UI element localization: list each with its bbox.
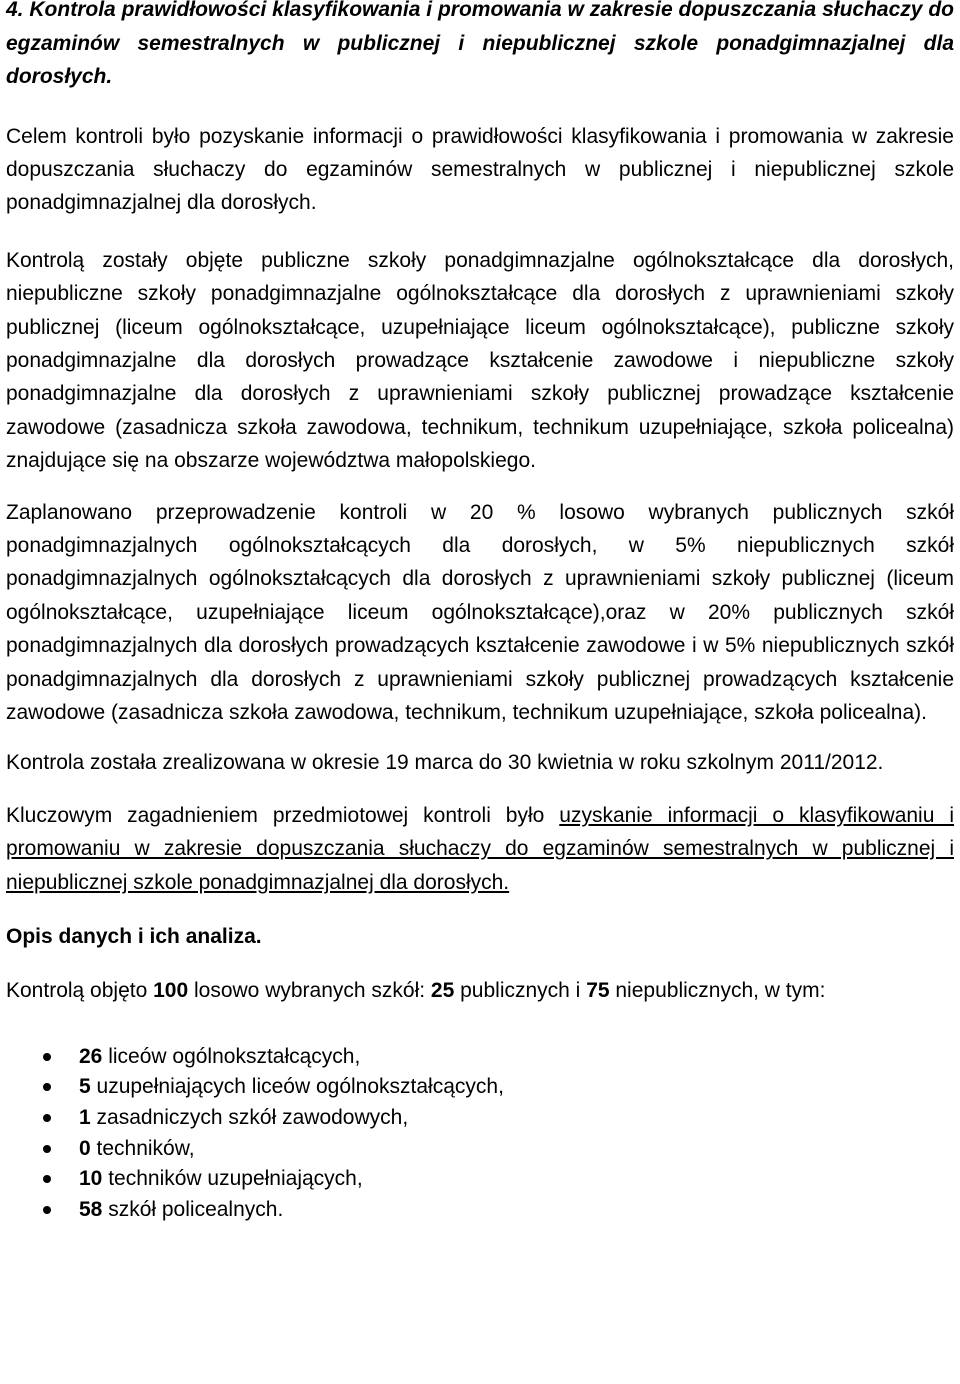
- key-issue-underlined: uzyskanie informacji o klasyfikowaniu i promowaniu w zakresie dopuszczania słuchaczy do egzaminów semestralnych w publicznej i niepublicznej szkole ponadgimnazjalnej dla dorosłych.: [6, 803, 955, 894]
- item-count: 10: [79, 1167, 103, 1191]
- list-item: [6, 1195, 954, 1226]
- summary-total: 100: [153, 979, 189, 1003]
- list-item: [6, 1042, 954, 1073]
- bullet-icon: [43, 1114, 51, 1122]
- list-item: [6, 1103, 954, 1134]
- heading-text: Kontrola prawidłowości klasyfikowania i promowania w zakresie dopuszczania słuchaczy do egzaminów semestralnych w publicznej i niepublicznej szkole ponadgimnazjalnej dla dorosłych.: [6, 0, 954, 88]
- bullet-icon: [43, 1206, 51, 1214]
- heading-number: 4.: [6, 0, 24, 21]
- summary-text-3: publicznych i: [454, 979, 587, 1003]
- summary-text-4: niepublicznych, w tym:: [609, 979, 826, 1003]
- paragraph-period: Kontrola została zrealizowana w okresie 19 marca do 30 kwietnia w roku szkolnym 2011/2012.: [6, 751, 884, 775]
- paragraph-plan: Zaplanowano przeprowadzenie kontroli w 20 % losowo wybranych publicznych szkół ponadgimnazjalnych ogólnokształcących dla dorosłych, w 5% niepublicznych szkół ponadgimnazjalnych ogólnokształcących dla dorosłych z uprawnieniami szkoły publicznej (liceum ogólnokształcące, uzupełniające liceum ogólnokształcące),oraz w 20% publicznych szkół ponadgimnazjalnych dla dorosłych prowadzących kształcenie zawodowe i w 5% niepublicznych szkół ponadgimnazjalnych dla dorosłych z uprawnieniami szkoły publicznej prowadzących kształcenie zawodowe (zasadnicza szkoła zawodowa, technikum, technikum uzupełniające, szkoła policealna).: [6, 500, 954, 724]
- item-label: szkół policealnych.: [102, 1197, 284, 1221]
- key-issue-lead: Kluczowym zagadnieniem przedmiotowej kontroli było: [6, 803, 560, 827]
- bullet-icon: [43, 1083, 51, 1091]
- section-heading: [6, 0, 954, 94]
- bullet-icon: [43, 1175, 51, 1183]
- document-page: [6, 0, 954, 1225]
- item-count: 0: [79, 1136, 91, 1160]
- paragraph-summary: [6, 974, 954, 1007]
- paragraph-scope: Kontrolą zostały objęte publiczne szkoły ponadgimnazjalne ogólnokształcące dla dorosłych, niepubliczne szkoły ponadgimnazjalne ogólnokształcące dla dorosłych z uprawnieniami szkoły publicznej (liceum ogólnokształcące, uzupełniające liceum ogólnokształcące), publiczne szkoły ponadgimnazjalne dla dorosłych prowadzące kształcenie zawodowe i niepubliczne szkoły ponadgimnazjalne dla dorosłych z uprawnieniami szkoły publicznej prowadzące kształcenie zawodowe (zasadnicza szkoła zawodowa, technikum, technikum uzupełniające, szkoła policealna) znajdujące się na obszarze województwa małopolskiego.: [6, 248, 954, 473]
- item-label: liceów ogólnokształcących,: [102, 1044, 361, 1068]
- item-count: 5: [79, 1075, 91, 1099]
- bullet-icon: [43, 1053, 51, 1061]
- item-label: techników,: [90, 1136, 195, 1160]
- summary-private-count: 75: [586, 979, 610, 1003]
- list-item: [6, 1134, 954, 1165]
- item-count: 26: [79, 1044, 103, 1068]
- item-label: zasadniczych szkół zawodowych,: [90, 1106, 409, 1130]
- summary-text-2: losowo wybranych szkół:: [188, 979, 431, 1003]
- item-count: 1: [79, 1106, 91, 1130]
- item-count: 58: [79, 1197, 103, 1221]
- summary-text-1: Kontrolą objęto: [6, 979, 154, 1003]
- item-label: uzupełniających liceów ogólnokształcących,: [90, 1075, 504, 1099]
- section-title: Opis danych i ich analiza.: [6, 925, 262, 949]
- list-item: [6, 1164, 954, 1195]
- paragraph-key-issue: [6, 799, 954, 899]
- paragraph-purpose: Celem kontroli było pozyskanie informacji o prawidłowości klasyfikowania i promowania w zakresie dopuszczania słuchaczy do egzaminów semestralnych w publicznej i niepublicznej szkole ponadgimnazjalnej dla dorosłych.: [6, 124, 954, 215]
- school-type-list: [6, 1042, 954, 1226]
- item-label: techników uzupełniających,: [102, 1167, 363, 1191]
- list-item: [6, 1072, 954, 1103]
- summary-public-count: 25: [430, 979, 455, 1003]
- bullet-icon: [43, 1145, 51, 1153]
